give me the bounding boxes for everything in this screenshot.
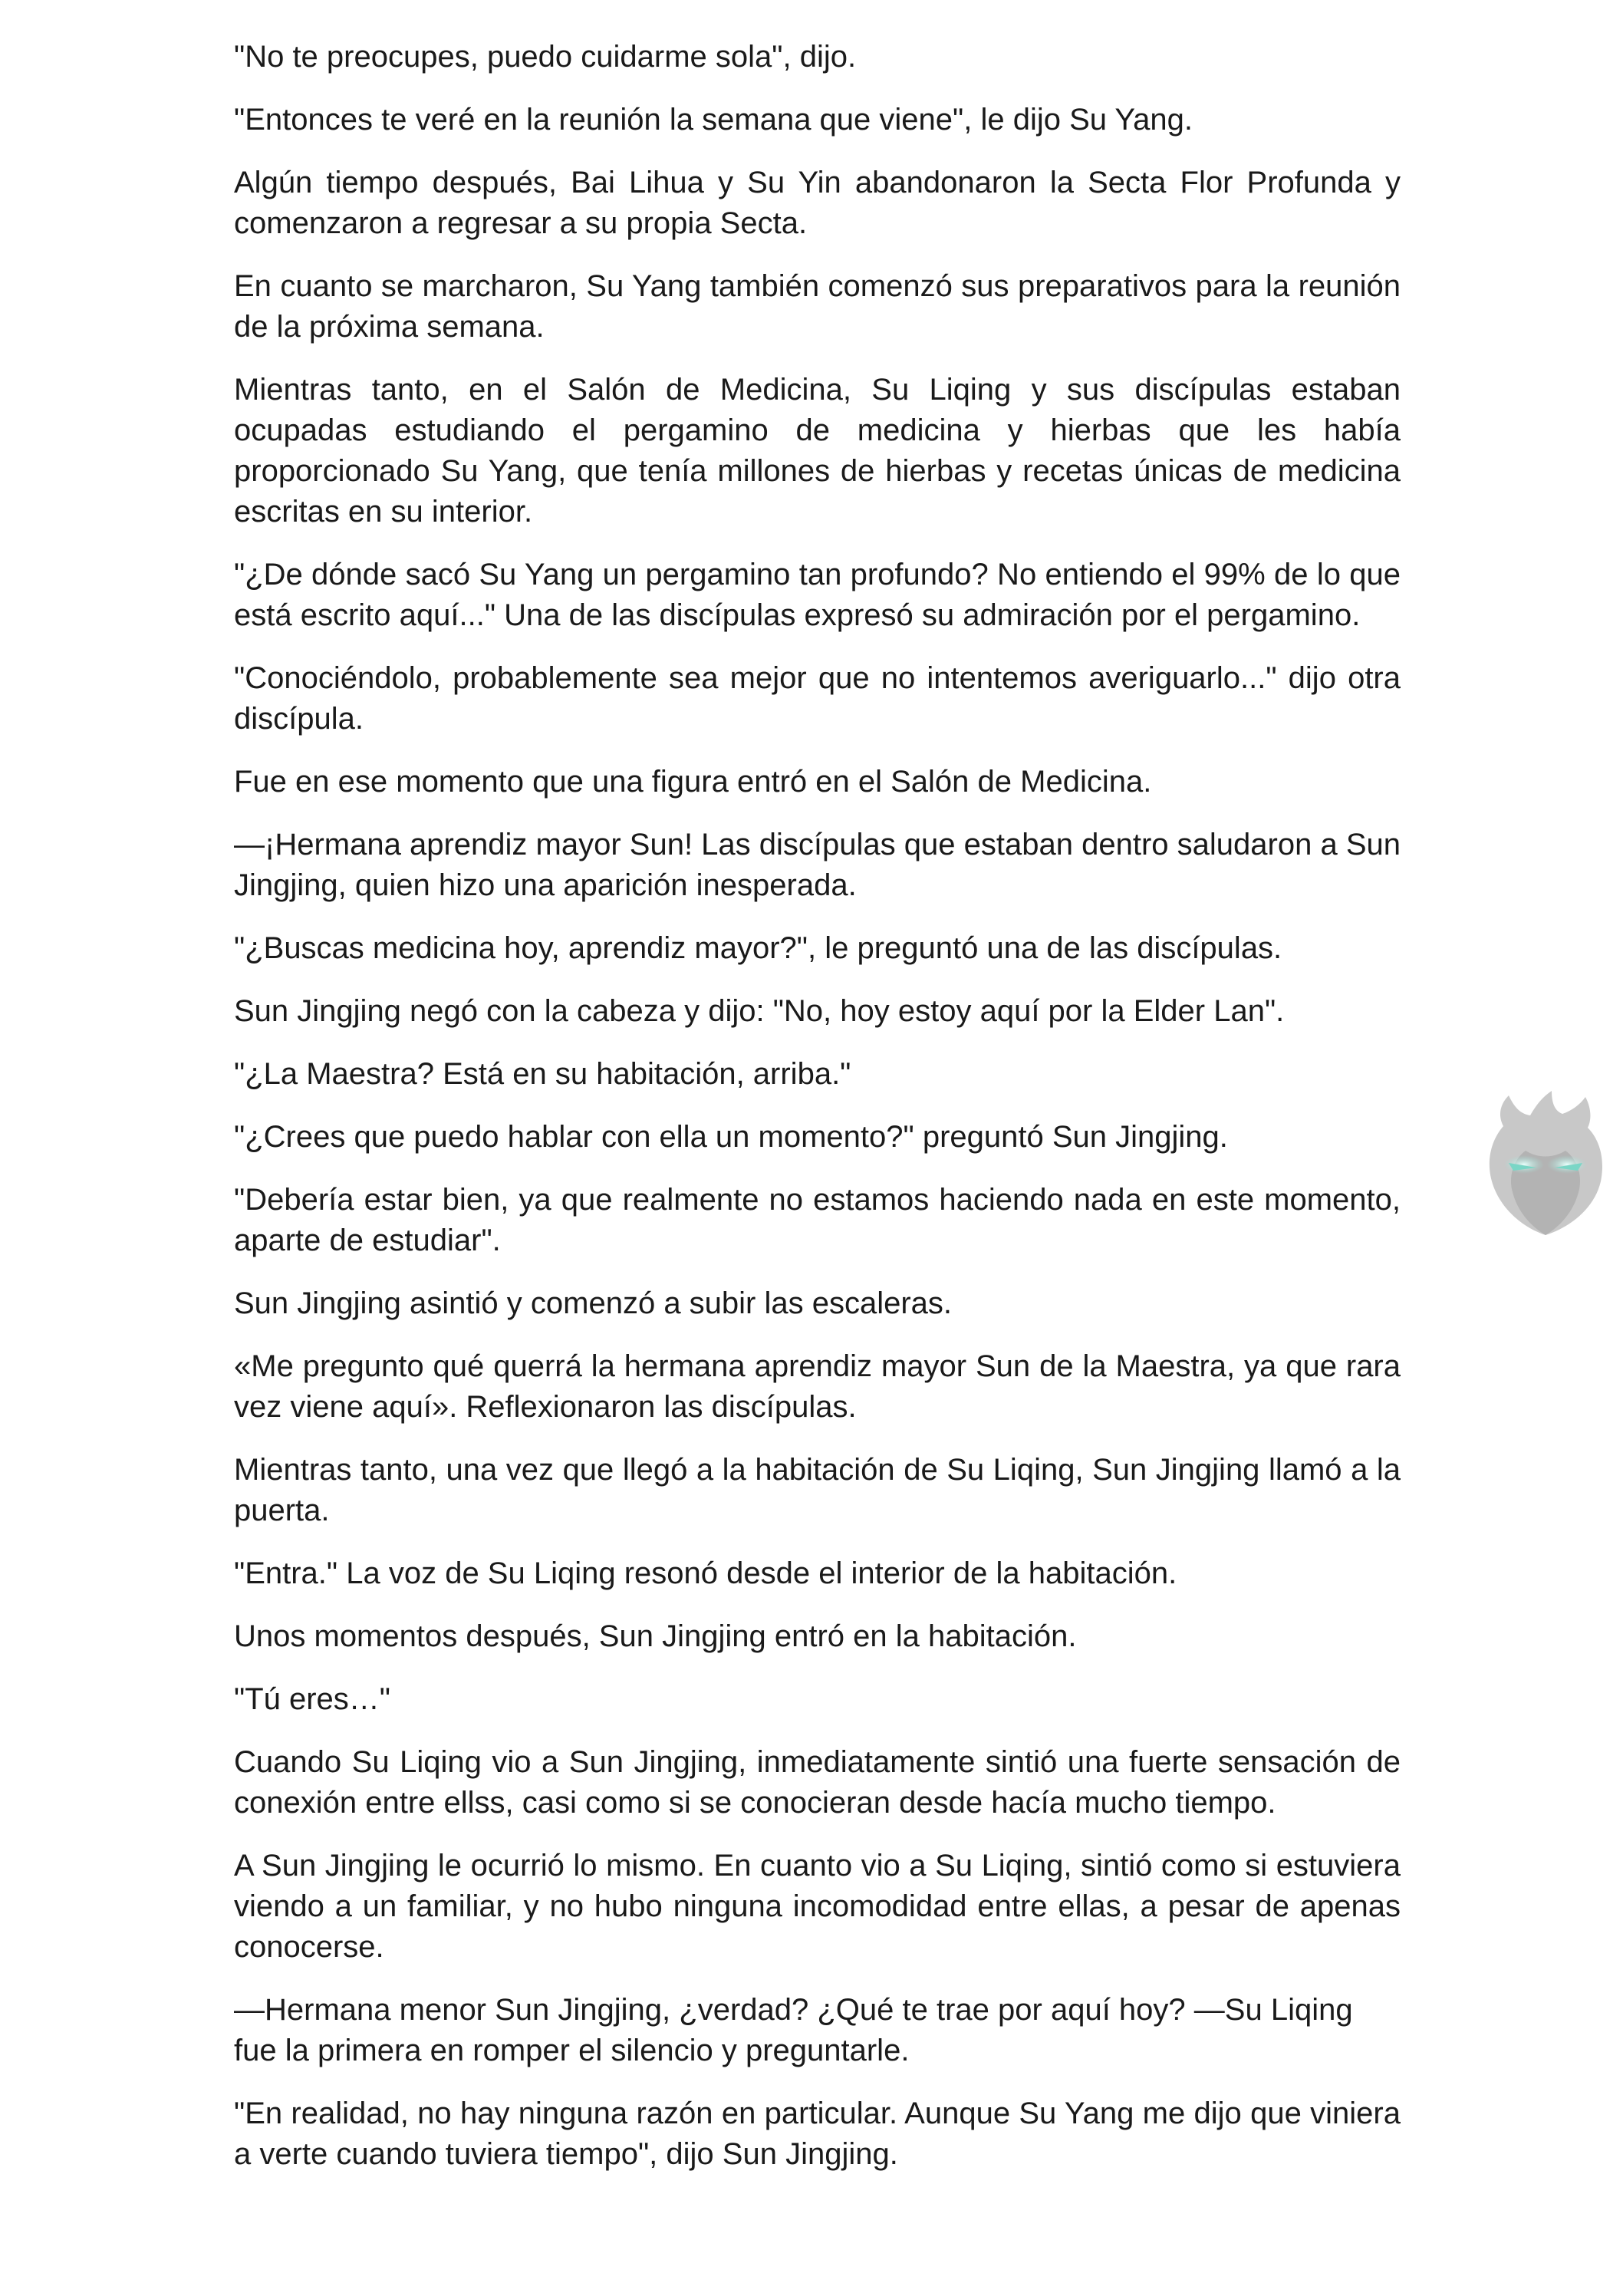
chapter-text (234, 37, 1401, 2197)
paragraph: Algún tiempo después, Bai Lihua y Su Yin abandonaron la Secta Flor Profunda y comenzaron a regresar a su propia Secta. (234, 166, 1401, 240)
paragraph: En cuanto se marcharon, Su Yang también comenzó sus preparativos para la reunión de la próxima semana. (234, 269, 1401, 344)
paragraph: «Me pregunto qué querrá la hermana aprendiz mayor Sun de la Maestra, ya que rara vez viene aquí». Reflexionaron las discípulas. (234, 1349, 1401, 1424)
paragraph: "¿Crees que puedo hablar con ella un momento?" preguntó Sun Jingjing. (234, 1120, 1228, 1154)
paragraph: Fue en ese momento que una figura entró en el Salón de Medicina. (234, 765, 1152, 799)
paragraph: Sun Jingjing asintió y comenzó a subir las escaleras. (234, 1286, 953, 1320)
paragraph: "Debería estar bien, ya que realmente no estamos haciendo nada en este momento, aparte de estudiar". (234, 1183, 1401, 1257)
paragraph: "¿De dónde sacó Su Yang un pergamino tan profundo? No entiendo el 99% de lo que está escrito aquí..." Una de las discípulas expresó su admiración por el pergamino. (234, 558, 1401, 632)
paragraph: "No te preocupes, puedo cuidarme sola", dijo. (234, 40, 857, 74)
demon-head-icon (1469, 1074, 1622, 1250)
paragraph: "Entonces te veré en la reunión la semana que viene", le dijo Su Yang. (234, 103, 1193, 137)
paragraph: —¡Hermana aprendiz mayor Sun! Las discípulas que estaban dentro saludaron a Sun Jingjing, quien hizo una aparición inesperada. (234, 828, 1401, 902)
paragraph: Cuando Su Liqing vio a Sun Jingjing, inmediatamente sintió una fuerte sensación de conexión entre ellss, casi como si se conocieran desde hacía mucho tiempo. (234, 1745, 1401, 1820)
paragraph: Mientras tanto, en el Salón de Medicina, Su Liqing y sus discípulas estaban ocupadas estudiando el pergamino de medicina y hierbas que les había proporcionado Su Yang, que tenía millones de hierbas y recetas únicas de medicina escritas en su interior. (234, 373, 1401, 529)
paragraph: A Sun Jingjing le ocurrió lo mismo. En cuanto vio a Su Liqing, sintió como si estuviera viendo a un familiar, y no hubo ninguna incomodidad entre ellas, a pesar de apenas conocerse. (234, 1849, 1401, 1964)
paragraph: "Conociéndolo, probablemente sea mejor que no intentemos averiguarlo..." dijo otra discípula. (234, 661, 1401, 736)
paragraph: Sun Jingjing negó con la cabeza y dijo: "No, hoy estoy aquí por la Elder Lan". (234, 994, 1285, 1028)
paragraph: —Hermana menor Sun Jingjing, ¿verdad? ¿Qué te trae por aquí hoy? —Su Liqing fue la primera en romper el silencio y preguntarle. (234, 1993, 1353, 2067)
paragraph: "En realidad, no hay ninguna razón en particular. Aunque Su Yang me dijo que viniera a verte cuando tuviera tiempo", dijo Sun Jingjing. (234, 2097, 1401, 2171)
paragraph: "Entra." La voz de Su Liqing resonó desde el interior de la habitación. (234, 1556, 1177, 1590)
paragraph: "¿Buscas medicina hoy, aprendiz mayor?", le preguntó una de las discípulas. (234, 931, 1282, 965)
paragraph: "Tú eres…" (234, 1682, 391, 1716)
paragraph: Unos momentos después, Sun Jingjing entró en la habitación. (234, 1619, 1077, 1653)
paragraph: Mientras tanto, una vez que llegó a la habitación de Su Liqing, Sun Jingjing llamó a la puerta. (234, 1453, 1401, 1527)
paragraph: "¿La Maestra? Está en su habitación, arriba." (234, 1057, 851, 1091)
